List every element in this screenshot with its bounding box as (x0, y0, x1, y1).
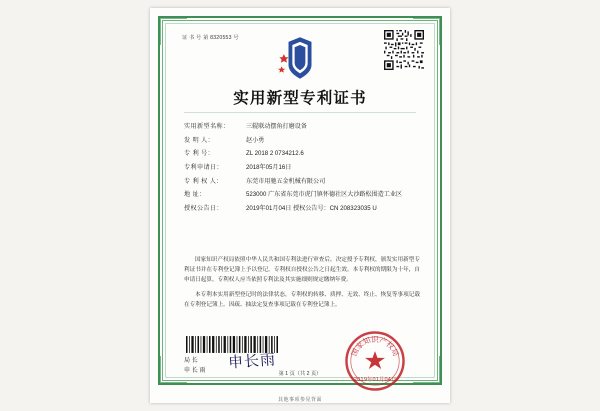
field-value-address: 523000 广东省东莞市虎门镇怀德社区大沙路松围造工业区 (246, 191, 403, 199)
handwritten-signature: 申长雨 (227, 350, 277, 372)
footer-note: 其他事项参见背面 (277, 397, 322, 403)
signature-title: 局 长 (184, 358, 198, 364)
qr-code-icon (384, 30, 424, 70)
field-value-patent-number: ZL 2018 2 0734212.6 (246, 150, 304, 158)
certificate-fields (184, 122, 420, 218)
field-value-inventor: 赵小勇 (246, 136, 265, 144)
field-value-patentee: 东莞市用驰五金机械有限公司 (246, 177, 326, 185)
field-row (184, 190, 420, 200)
svg-text:国家知识产权局: 国家知识产权局 (349, 334, 401, 358)
field-value-filing-date: 2018年05月16日 (246, 163, 292, 171)
field-row (184, 136, 420, 145)
field-row (184, 163, 420, 172)
field-label-inventor: 发 明 人： (184, 136, 215, 144)
page-title: 实用新型专利证书 (233, 89, 367, 107)
certificate-serial-number: 证 书 号 第 8320553 号 (182, 35, 239, 41)
field-value-utility-model-name: 三辊联动摆角打磨设备 (246, 123, 307, 130)
field-label-patent-number: 专 利 号： (184, 150, 215, 158)
official-seal-icon (344, 330, 406, 392)
body-paragraph-1: 国家知识产权局依照中华人民共和国专利法进行审查后，决定授予专利权，颁发实用新型专利证书并在专利登记簿上予以登记。专利权自授权公告之日起生效。本专利权的期限为十年，自申请日起算。专利权人应当依照专利法及其实施细则规定缴纳年费。 (184, 257, 420, 283)
svg-text:2019年01月04日: 2019年01月04日 (353, 376, 397, 383)
field-row (184, 122, 420, 131)
field-row (184, 204, 420, 213)
title-divider (184, 112, 416, 113)
signature-name: 申 长 雨 (184, 368, 206, 375)
field-row (184, 177, 420, 186)
certificate-body (184, 256, 420, 317)
field-value-grant-date: 2019年01月04日 授权公告号：CN 208323035 U (246, 205, 377, 213)
certificate-sheet (150, 8, 450, 403)
field-label-utility-model-name: 实用新型名称： (184, 123, 230, 130)
field-row (184, 149, 420, 158)
page-number: 第 1 页（共 2 页） (278, 371, 322, 377)
field-label-filing-date: 专利申请日： (184, 163, 223, 171)
field-label-grant-date: 授权公告日： (184, 205, 223, 213)
field-label-address: 地 址： (184, 191, 206, 199)
body-paragraph-2: 本专利本实用新型登记时的法律状态，专利权的转移、质押、无效、终止、恢复等事项记载在专利登记簿上。因疏、抽法定复查事项记载在专利登记簿上。 (184, 292, 420, 309)
patent-emblem-icon (277, 34, 323, 82)
field-label-patentee: 专 利 权 人： (184, 177, 223, 185)
